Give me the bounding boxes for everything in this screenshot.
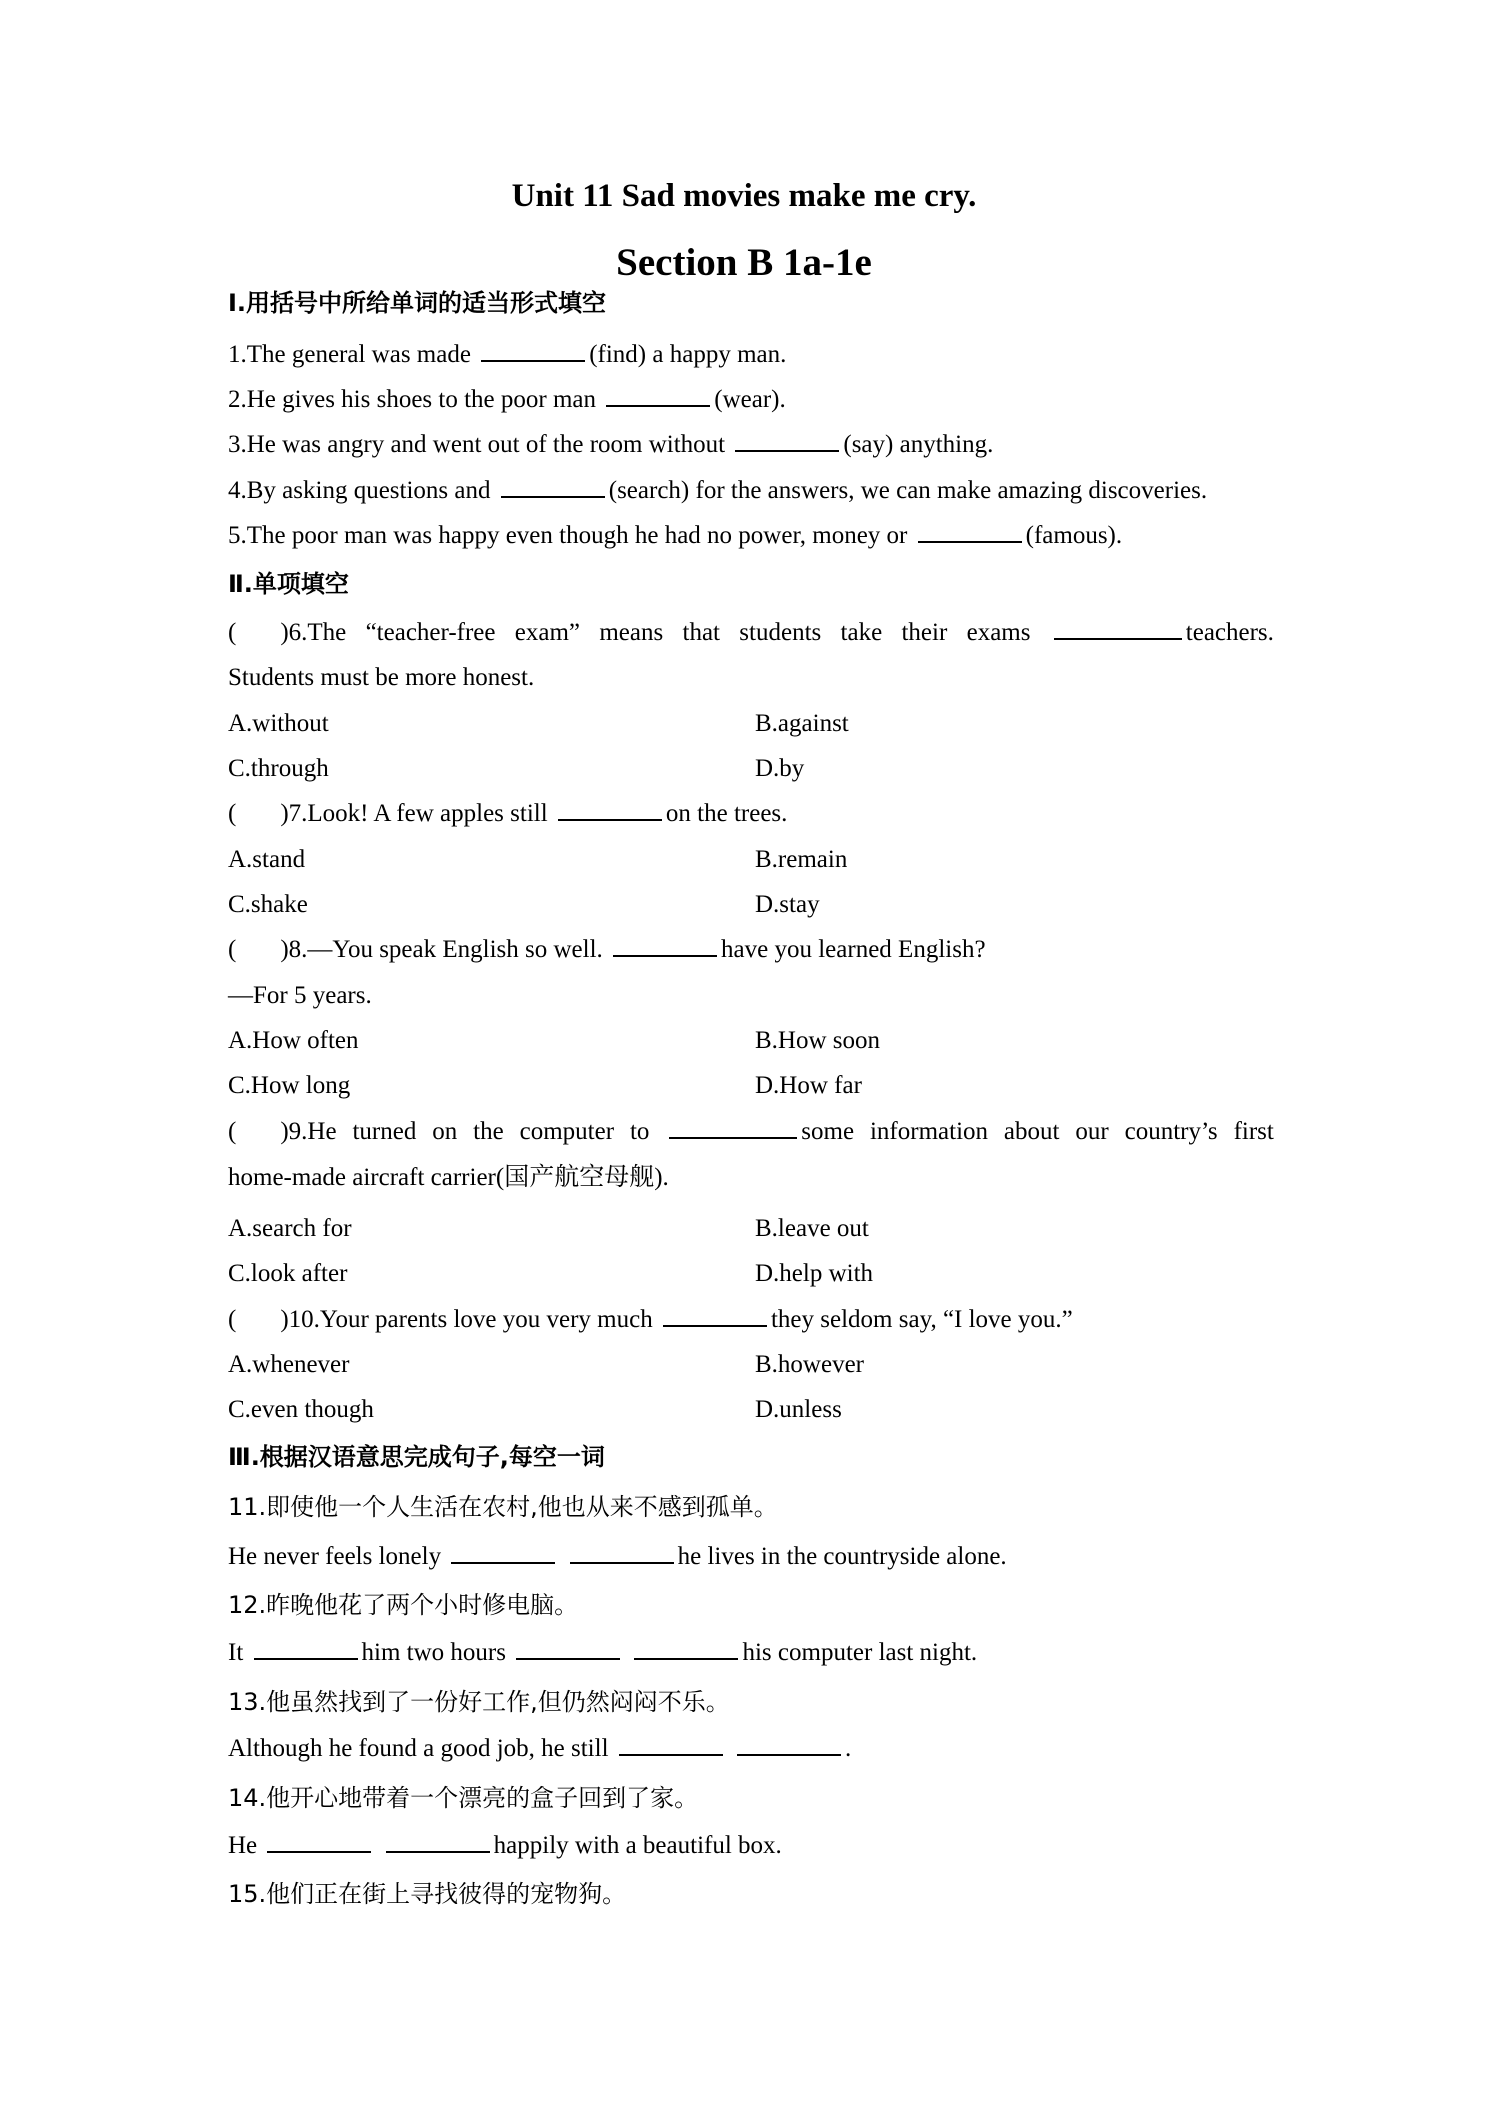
option-c[interactable]: C.through xyxy=(228,755,329,782)
question-12-chinese: 12.昨晚他花了两个小时修电脑。 xyxy=(228,1591,579,1619)
option-d[interactable]: D.unless xyxy=(755,1396,842,1423)
option-a[interactable]: A.search for xyxy=(228,1215,352,1242)
question-13: Although he found a good job, he still . xyxy=(228,1732,851,1766)
option-c[interactable]: C.shake xyxy=(228,891,308,918)
option-d[interactable]: D.by xyxy=(755,755,805,782)
option-c[interactable]: C.How long xyxy=(228,1072,351,1099)
question-6-cont: Students must be more honest. xyxy=(228,664,535,691)
answer-blank[interactable] xyxy=(451,1540,555,1564)
option-b[interactable]: B.however xyxy=(755,1351,864,1378)
option-b[interactable]: B.How soon xyxy=(755,1027,881,1054)
question-8: ( )8.—You speak English so well. have you learned English? xyxy=(228,933,986,967)
question-4: 4.By asking questions and (search) for the answers, we can make amazing discoveries. xyxy=(228,474,1207,508)
question-7: ( )7.Look! A few apples still on the trees. xyxy=(228,797,787,831)
option-d[interactable]: D.help with xyxy=(755,1260,874,1287)
answer-blank[interactable] xyxy=(613,933,717,957)
section-title: Section B 1a-1e xyxy=(616,241,872,284)
question-14-chinese: 14.他开心地带着一个漂亮的盒子回到了家。 xyxy=(228,1784,699,1812)
answer-blank[interactable] xyxy=(663,1303,767,1327)
option-b[interactable]: B.against xyxy=(755,710,849,737)
answer-blank[interactable] xyxy=(634,1636,738,1660)
option-a[interactable]: A.stand xyxy=(228,846,306,873)
question-6: ( )6.The “teacher-free exam” means that students take their exams teachers. xyxy=(228,616,1274,650)
question-1: 1.The general was made (find) a happy man. xyxy=(228,338,786,372)
question-2: 2.He gives his shoes to the poor man (wear). xyxy=(228,383,786,417)
answer-blank[interactable] xyxy=(558,797,662,821)
answer-blank[interactable] xyxy=(516,1636,620,1660)
part3-heading: Ⅲ.根据汉语意思完成句子,每空一词 xyxy=(228,1443,605,1471)
option-a[interactable]: A.whenever xyxy=(228,1351,350,1378)
answer-blank[interactable] xyxy=(570,1540,674,1564)
question-5: 5.The poor man was happy even though he had no power, money or (famous). xyxy=(228,519,1122,553)
answer-blank[interactable] xyxy=(735,428,839,452)
question-15-chinese: 15.他们正在街上寻找彼得的宠物狗。 xyxy=(228,1880,627,1908)
answer-blank[interactable] xyxy=(737,1732,841,1756)
answer-blank[interactable] xyxy=(918,519,1022,543)
question-8-cont: —For 5 years. xyxy=(228,982,372,1009)
part2-heading: Ⅱ.单项填空 xyxy=(228,570,349,598)
answer-blank[interactable] xyxy=(606,383,710,407)
worksheet-title: Unit 11 Sad movies make me cry. xyxy=(511,178,977,214)
question-11-chinese: 11.即使他一个人生活在农村,他也从来不感到孤单。 xyxy=(228,1493,778,1521)
question-12: It him two hours his computer last night. xyxy=(228,1636,977,1670)
answer-blank[interactable] xyxy=(1054,616,1182,640)
answer-blank[interactable] xyxy=(669,1115,797,1139)
question-13-chinese: 13.他虽然找到了一份好工作,但仍然闷闷不乐。 xyxy=(228,1688,730,1716)
part1-heading: Ⅰ.用括号中所给单词的适当形式填空 xyxy=(228,289,607,317)
option-c[interactable]: C.look after xyxy=(228,1260,348,1287)
answer-blank[interactable] xyxy=(267,1829,371,1853)
question-10: ( )10.Your parents love you very much they seldom say, “I love you.” xyxy=(228,1303,1073,1337)
option-a[interactable]: A.without xyxy=(228,710,329,737)
answer-blank[interactable] xyxy=(619,1732,723,1756)
answer-blank[interactable] xyxy=(254,1636,358,1660)
question-9: ( )9.He turned on the computer to some information about our country’s first xyxy=(228,1115,1274,1149)
question-9-cont: home-made aircraft carrier(国产航空母舰). xyxy=(228,1164,669,1191)
option-d[interactable]: D.stay xyxy=(755,891,820,918)
option-b[interactable]: B.leave out xyxy=(755,1215,869,1242)
option-c[interactable]: C.even though xyxy=(228,1396,374,1423)
answer-blank[interactable] xyxy=(481,338,585,362)
question-11: He never feels lonely he lives in the countryside alone. xyxy=(228,1540,1007,1574)
question-14: He happily with a beautiful box. xyxy=(228,1829,782,1863)
answer-blank[interactable] xyxy=(501,474,605,498)
option-b[interactable]: B.remain xyxy=(755,846,848,873)
option-d[interactable]: D.How far xyxy=(755,1072,862,1099)
question-3: 3.He was angry and went out of the room without (say) anything. xyxy=(228,428,993,462)
option-a[interactable]: A.How often xyxy=(228,1027,359,1054)
answer-blank[interactable] xyxy=(386,1829,490,1853)
